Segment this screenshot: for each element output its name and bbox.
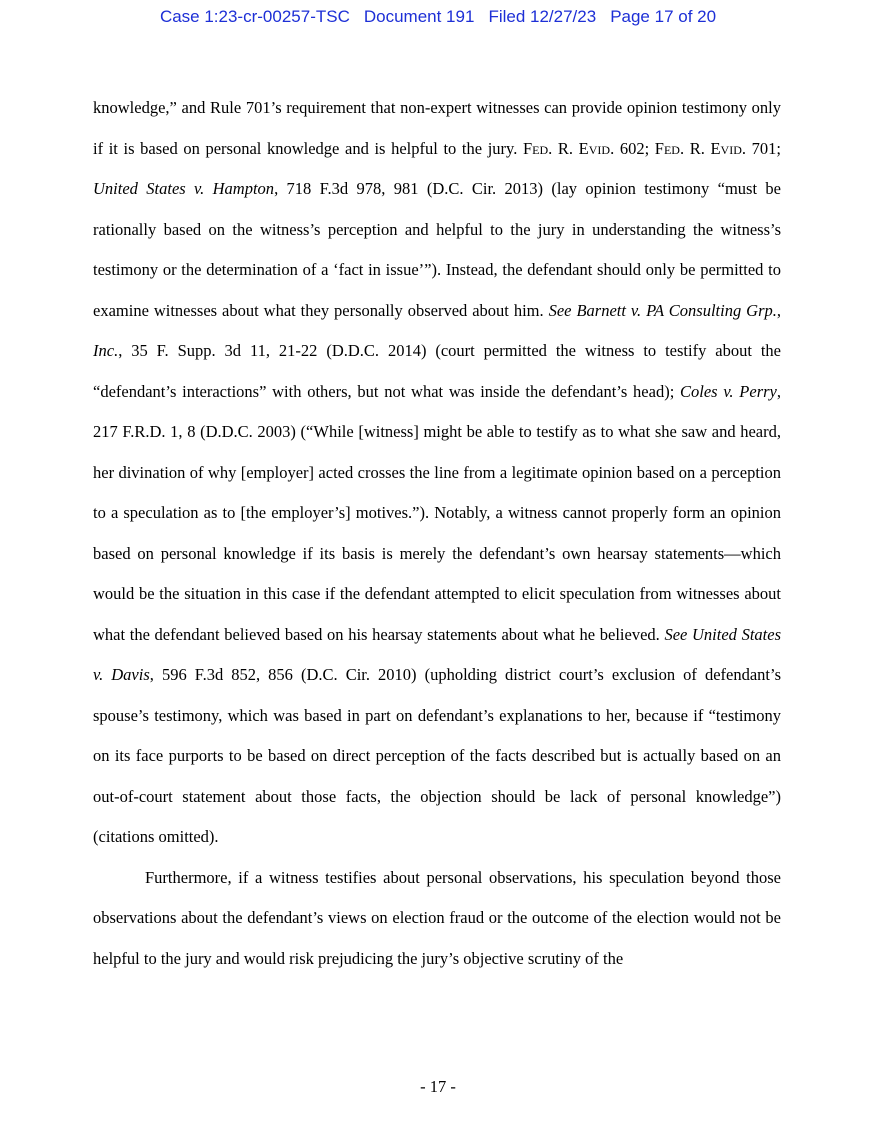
text-run: , 596 F.3d 852, 856 (D.C. Cir. 2010) (upholding district court’s exclusion of defendant’s spouse’s testimony, which was based in part on defendant’s explanations to her, because if “testimony on its face purports to be based on direct perception of the facts described but is actually based on an out-of-court statement about those facts, the objection should be lack of personal knowledge”) (citations omitted). xyxy=(93,665,781,846)
case-number: Case 1:23-cr-00257-TSC xyxy=(159,7,350,26)
text-run: , 35 F. Supp. 3d 11, 21-22 (D.D.C. 2014) (court permitted the witness to testify about the “defendant’s interactions” with others, but not what was inside the defendant’s head); xyxy=(93,341,781,401)
page-indicator: Page 17 of 20 xyxy=(610,7,717,26)
case-name: See Barnett v. PA Consulting Grp. xyxy=(548,300,777,320)
case-name: Coles v. Perry xyxy=(680,381,777,401)
document-body xyxy=(93,88,781,979)
citation-rule: Fed. R. Evid. xyxy=(522,138,615,158)
text-run: 602; xyxy=(614,138,655,158)
citation-rule: Fed. R. Evid. xyxy=(654,138,747,158)
case-name: Inc. xyxy=(93,341,119,360)
case-name: See United States v. Davis xyxy=(93,624,781,684)
text-run: 701; xyxy=(746,138,781,158)
body-paragraph-1 xyxy=(93,88,781,858)
case-name: United States v. Hampton xyxy=(93,179,275,198)
document-header xyxy=(0,6,876,28)
text-run: , xyxy=(776,300,781,320)
text-run: , 217 F.R.D. 1, 8 (D.D.C. 2003) (“While [witness] might be able to testify as to what she saw and heard, her divination of why [employer] acted crosses the line from a legitimate opinion based on a perception to a speculation as to [the employer’s] motives.”). Notably, a witness cannot properly form an opinion based on personal knowledge if its basis is merely the defendant’s own hearsay statements—which would be the situation in this case if the defendant attempted to elicit speculation from witnesses about what the defendant believed based on his hearsay statements about what he believed. xyxy=(93,381,781,644)
filed-date: Filed 12/27/23 xyxy=(488,7,597,26)
text-run: knowledge,” and Rule 701’s requirement that non-expert witnesses can provide opinion testimony only if it is based on personal knowledge and is helpful to the jury. xyxy=(93,98,781,158)
text-run: , 718 F.3d 978, 981 (D.C. Cir. 2013) (lay opinion testimony “must be rationally based on the witness’s perception and helpful to the jury in understanding the witness’s testimony or the determination of a ‘fact in issue’”). Instead, the defendant should only be permitted to examine witnesses about what they personally observed about him. xyxy=(93,179,781,320)
document-number: Document 191 xyxy=(363,7,475,26)
page-number: - 17 - xyxy=(420,1077,456,1096)
body-paragraph-2: Furthermore, if a witness testifies about personal observations, his speculation beyond those observations about the defendant’s views on election fraud or the outcome of the election would not be helpful to the jury and would risk prejudicing the jury’s objective scrutiny of the xyxy=(93,867,781,968)
